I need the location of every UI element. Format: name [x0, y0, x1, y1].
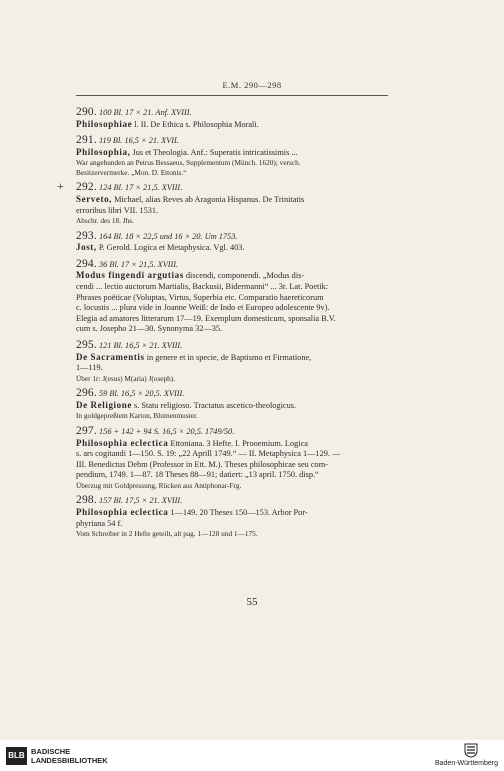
- entry-title-line: [76, 388, 388, 400]
- entry-text: P. Gerold. Logica et Metaphysica. Vgl. 403.: [96, 243, 245, 253]
- entry-title-line: [76, 495, 388, 507]
- entry-text: 1—119.: [76, 363, 103, 373]
- entry-text: III. Benedictus Dehm (Professor in Ett. M.). Theses philosophicae seu com-: [76, 459, 328, 469]
- entry-title-line: [76, 231, 388, 243]
- entry-heading: Philosophia eclectica: [76, 507, 169, 518]
- entry-text: 1—149. 20 Theses 150—153. Arbor Por-: [168, 508, 308, 518]
- entry-text-line: [76, 449, 388, 460]
- entry-text: Jus et Theologia. Anf.: Superatis intricatissimis ...: [130, 147, 298, 157]
- entry-meta: 156 + 142 + 94 S. 16,5 × 20,5. 1749/50.: [99, 426, 235, 436]
- entry-text: discendi, componendi. „Modus dis-: [183, 271, 305, 281]
- entry-meta: 164 Bl. 18 × 22,5 und 16 × 20. Um 1753.: [99, 231, 238, 241]
- entry-number: 293.: [76, 229, 97, 242]
- catalog-entry: [76, 231, 388, 254]
- page-number: 55: [246, 596, 258, 608]
- entry-text: c. locustis ... plura vide in Joanne Weiß: de Indo et Europeo adolescente 9v).: [76, 303, 330, 313]
- entry-note: War angebunden an Petrus Bessaeus, Supplementum (Münch. 1620); versch.: [76, 158, 301, 168]
- entry-note: In goldgepreßtem Karton, Blumenmuster.: [76, 411, 198, 421]
- entry-text-line: [76, 352, 388, 364]
- footer-bar: [0, 740, 504, 771]
- entry-text-line: [76, 519, 388, 530]
- entry-text: Ettoniana. 3 Hefte. I. Prooemium. Logica: [168, 438, 308, 448]
- entry-note: Über 1r: J(esus) M(aria) J(oseph).: [76, 373, 176, 383]
- entry-text-line: [76, 314, 388, 325]
- entry-text-line: [76, 438, 388, 450]
- library-name-line2: LANDESBIBLIOTHEK: [31, 756, 108, 765]
- catalog-entry: [76, 340, 388, 383]
- entry-text-line: [76, 324, 388, 335]
- entry-note: Abschr. des 18. Jhs.: [76, 216, 134, 226]
- library-name[interactable]: [31, 747, 108, 765]
- entry-number: 298.: [76, 494, 97, 507]
- entry-number: 292.: [76, 181, 97, 194]
- entry-text-line: [76, 282, 388, 293]
- entry-heading: Jost,: [76, 242, 97, 253]
- entry-number: 295.: [76, 339, 97, 351]
- entry-note: Vom Schreiber in 2 Hefte geteilt, alt pag. 1—128 und 1—175.: [76, 529, 258, 539]
- catalog-entry: [76, 107, 388, 130]
- entry-text-line: [76, 119, 388, 131]
- entry-number: 296.: [76, 387, 97, 400]
- catalog-entry: [76, 259, 388, 335]
- entry-meta: 157 Bl. 17,5 × 21. XVIII.: [99, 496, 183, 506]
- state-label: Baden-Württemberg: [434, 760, 498, 767]
- catalog-entry: [76, 426, 388, 490]
- entry-note: Besitzervermerke. „Mon. D. Ettonis.“: [76, 167, 187, 177]
- library-name-line1: BADISCHE: [31, 747, 71, 756]
- entry-text-line: [76, 270, 388, 282]
- entry-number: 297.: [76, 424, 97, 437]
- entry-text-line: [76, 507, 388, 519]
- entry-text: Phrases poëticae (Voluptas, Virtus, Superbia etc. Comparatio haereticorum: [76, 292, 324, 302]
- entry-heading: De Religione: [76, 399, 132, 410]
- entry-text-line: [76, 460, 388, 471]
- entry-heading: Philosophiae: [76, 118, 133, 129]
- entry-title-line: [76, 340, 388, 352]
- entry-text: pendium, 1749. 1—87. 18 Theses 88—91; datiert: „13 april. 1750. disp.“: [76, 470, 319, 480]
- catalog-entry: [76, 495, 388, 538]
- entry-meta: 59 Bl. 16,5 × 20,5. XVIII.: [99, 389, 185, 399]
- header-rule: [76, 95, 388, 96]
- entry-number: 290.: [76, 106, 97, 118]
- entry-text: phyriana 54 f.: [76, 518, 123, 528]
- entry-meta: 36 Bl. 17 × 21,5. XVIII.: [99, 259, 179, 269]
- entry-text-line: [76, 194, 388, 206]
- entry-heading: De Sacramentis: [76, 351, 145, 362]
- entry-heading: Serveto,: [76, 193, 113, 204]
- running-header: E.M. 290—298: [222, 80, 282, 90]
- entry-text: Elegia ad amatores litterarum 17—19. Exemplum domesticum, sponsalia B.V.: [76, 313, 336, 323]
- entry-title-line: [76, 135, 388, 147]
- entry-text-line: [76, 303, 388, 314]
- entry-note: Überzug mit Goldpressung, Rücken aus Antiphonar-Frg.: [76, 480, 242, 490]
- entry-meta: 119 Bl. 16,5 × 21. XVII.: [99, 136, 179, 146]
- entry-text-line: [76, 147, 388, 159]
- entry-meta: 124 Bl. 17 × 21,5. XVIII.: [99, 183, 183, 193]
- entry-number: 291.: [76, 134, 97, 147]
- entry-title-line: [76, 182, 388, 194]
- entry-text: erroribus libri VII. 1531.: [76, 205, 159, 215]
- entry-meta: 100 Bl. 17 × 21. Anf. XVIII.: [99, 108, 192, 117]
- entry-number: 294.: [76, 257, 97, 270]
- entry-title-line: [76, 259, 388, 271]
- entry-text-line: [76, 242, 388, 254]
- plus-marker: +: [57, 179, 64, 194]
- entry-heading: Philosophia eclectica: [76, 437, 169, 448]
- entry-text-line: [76, 470, 388, 481]
- entry-heading: Philosophia,: [76, 146, 131, 157]
- catalog-entry: [57, 179, 388, 226]
- entry-text: s. Statu religioso. Tractatus ascetico-theologicus.: [131, 400, 297, 410]
- entry-text: s. ars cogitandi 1—150. S. 19: „22 Aprill 1749.“ — II. Metaphysica 1—129. —: [76, 449, 341, 459]
- entry-text: Michael, alias Reves ab Aragonia Hispanus. De Trinitatis: [112, 194, 305, 204]
- entry-text: in genere et in specie, de Baptismo et Firmatione,: [144, 352, 312, 362]
- entry-title-line: [76, 107, 388, 119]
- blb-logo[interactable]: BLB: [6, 747, 27, 765]
- entry-title-line: [76, 426, 388, 438]
- catalog-entry: [76, 135, 388, 177]
- entry-text-line: [76, 363, 388, 374]
- entry-text-line: [76, 206, 388, 217]
- entry-heading: Modus fingendi argutias: [76, 270, 184, 281]
- entry-text: cum s. Josepho 21—30. Synonyma 32—35.: [76, 324, 223, 334]
- entry-meta: 121 Bl. 16,5 × 21. XVIII.: [99, 341, 183, 350]
- coat-of-arms-icon: [464, 743, 478, 758]
- catalog-entry: [76, 388, 388, 421]
- entry-text: l. II. De Ethica s. Philosophia Morali.: [132, 119, 259, 129]
- entry-text-line: [76, 293, 388, 304]
- entry-text-line: [76, 400, 388, 412]
- entry-text: cendi ... lectio auctorum Martialis, Backusii, Bidermanni“ ... 3r. Lat. Poetik:: [76, 282, 329, 292]
- catalog-entries: [57, 106, 388, 544]
